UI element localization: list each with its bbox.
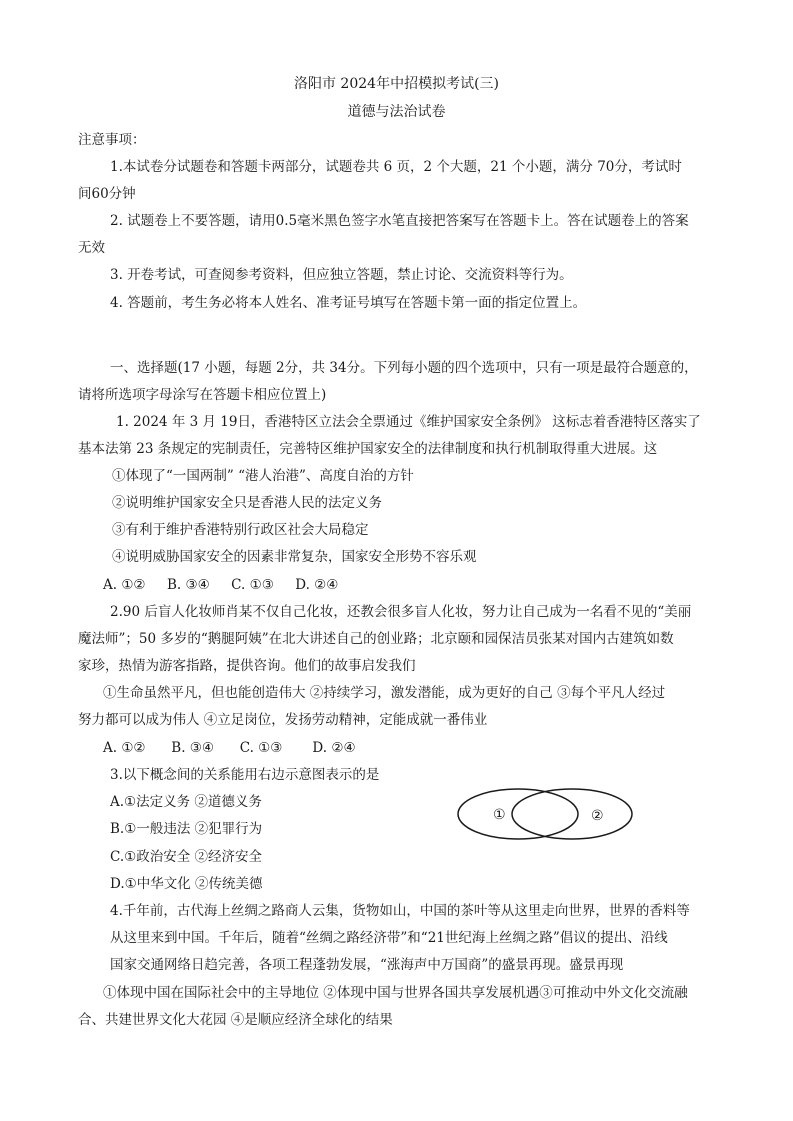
q1-statement-3: ③有利于维护香港特别行政区社会大局稳定 <box>112 522 369 538</box>
venn-diagram <box>455 786 635 842</box>
section-intro-line-1: 一、选择题(17 小题，每题 2分，共 34分。下列每小题的四个选项中，只有一项是最符合题意的， <box>110 360 698 376</box>
notice-item-1: 1.本试卷分试题卷和答题卡两部分，试题卷共 6 页，2 个大题，21 个小题，满分 70分，考试时 <box>110 159 682 175</box>
q3-stem: 3.以下概念间的关系能用右边示意图表示的是 <box>110 767 380 783</box>
q1-statement-4: ④说明威胁国家安全的因素非常复杂，国家安全形势不容乐观 <box>112 549 477 565</box>
exam-subtitle: 道德与法治试卷 <box>347 104 446 120</box>
q2-stem-line-2: 魔法师”；50 多岁的“鹅腿阿姨”在北大讲述自己的创业路；北京颐和园保洁员张某对国内古建筑如数 <box>78 631 674 647</box>
q4-stem-line-3: 国家交通网络日趋完善，各项工程蓬勃发展，“涨海声中万国商”的盛景再现。盛景再现 <box>110 957 624 973</box>
notice-item-2: 2. 试题卷上不要答题，请用0.5毫米黑色签字水笔直接把答案写在答题卡上。答在试题卷上的答案 <box>110 213 689 229</box>
q1-statement-2: ②说明维护国家安全只是香港人民的法定义务 <box>112 495 382 511</box>
q4-statements-line-2: 合、共建世界文化大花园 ④是顺应经济全球化的结果 <box>78 1012 393 1028</box>
q4-statements-line-1: ①体现中国在国际社会中的主导地位 ②体现中国与世界各国共享发展机遇③可推动中外文化交流融 <box>103 985 688 1001</box>
exam-title: 洛阳市 2024年中招模拟考试(三) <box>293 76 499 92</box>
q2-stem-line-1: 2.90 后盲人化妆师肖某不仅自己化妆，还教会很多盲人化妆，努力让自己成为一名看不见的“美丽 <box>110 604 692 620</box>
q1-statement-1: ①体现了“一国两制” “港人治港”、高度自治的方针 <box>112 468 414 484</box>
q3-option-d: D.①中华文化 ②传统美德 <box>110 876 263 892</box>
notice-item-1-cont: 间60分钟 <box>78 186 136 202</box>
notice-item-3: 3. 开卷考试，可查阅参考资料，但应独立答题，禁止讨论、交流资料等行为。 <box>110 267 573 283</box>
q2-statements-line-1: ①生命虽然平凡，但也能创造伟大 ②持续学习，激发潜能，成为更好的自己 ③每个平凡人经过 <box>103 685 666 701</box>
q4-stem-line-2: 从这里来到中国。千年后，随着“丝绸之路经济带”和“21世纪海上丝绸之路”倡议的提出、沿线 <box>110 930 668 946</box>
notice-item-2-cont: 无效 <box>78 240 105 256</box>
venn-label-right: ② <box>591 808 604 824</box>
q2-stem-line-3: 家珍，热情为游客指路，提供咨询。他们的故事启发我们 <box>78 658 416 674</box>
notice-item-4: 4. 答题前，考生务必将本人姓名、准考证号填写在答题卡第一面的指定位置上。 <box>110 295 587 311</box>
venn-circle-right <box>512 789 632 839</box>
section-intro-line-2: 请将所选项字母涂写在答题卡相应位置上) <box>78 387 327 403</box>
venn-circle-left <box>458 789 578 839</box>
q3-option-a: A.①法定义务 ②道德义务 <box>110 794 262 810</box>
q1-options: A. ①② B. ③④ C. ①③ D. ②④ <box>103 577 339 593</box>
notice-heading: 注意事项： <box>78 132 146 148</box>
q1-stem-line-2: 基本法第 23 条规定的宪制责任，完善特区维护国家安全的法律制度和执行机制取得重大进展。这 <box>78 441 658 457</box>
q4-stem-line-1: 4.千年前，古代海上丝绸之路商人云集，货物如山，中国的茶叶等从这里走向世界，世界的香料等 <box>110 903 690 919</box>
q3-option-c: C.①政治安全 ②经济安全 <box>110 849 263 865</box>
q2-options: A. ①② B. ③④ C. ①③ D. ②④ <box>103 740 356 756</box>
q3-option-b: B.①一般违法 ②犯罪行为 <box>110 821 263 837</box>
venn-label-left: ① <box>493 807 506 823</box>
q1-stem-line-1: 1. 2024 年 3 月 19日，香港特区立法会全票通过《维护国家安全条例》 这标志着香港特区落实了 <box>116 414 701 430</box>
q2-statements-line-2: 努力都可以成为伟人 ④立足岗位，发扬劳动精神，定能成就一番伟业 <box>78 712 488 728</box>
